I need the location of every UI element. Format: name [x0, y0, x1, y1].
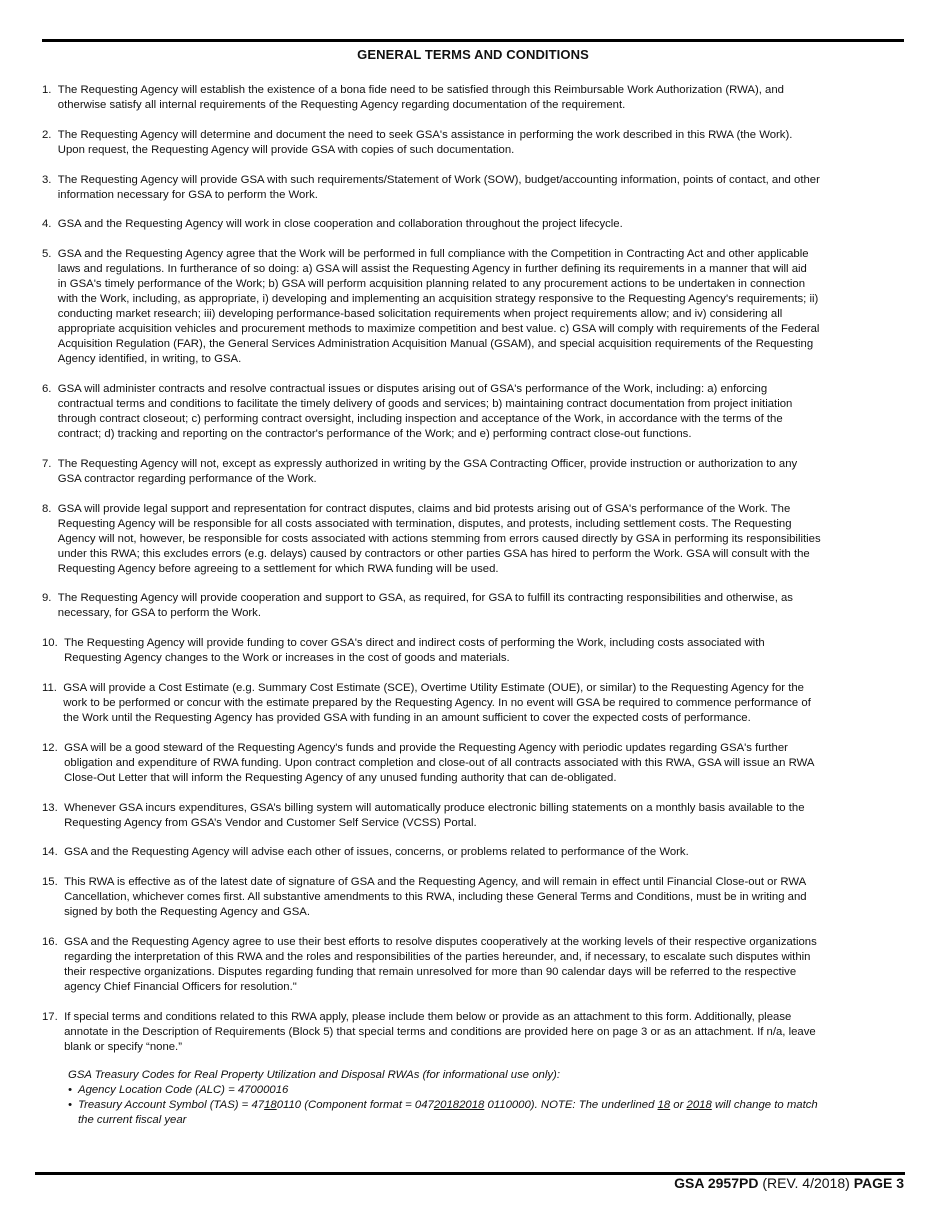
alc-bullet — [68, 1083, 908, 1098]
term-number: 2. — [42, 128, 58, 141]
term-item — [42, 382, 904, 442]
tas-line2: the current fiscal year — [78, 1114, 187, 1126]
term-number: 7. — [42, 457, 58, 470]
term-item — [42, 801, 904, 831]
term-number: 8. — [42, 502, 58, 515]
term-number: 3. — [42, 173, 58, 186]
term-text: The Requesting Agency will provide GSA with such requirements/Statement of Work (SOW), budget/accounting information, points of contact, and other information necessary for GSA to perform the Work. — [57, 173, 820, 201]
term-text: The Requesting Agency will provide funding to cover GSA's direct and indirect costs of performing the Work, including costs associated with Requesting Agency changes to the Work or increases in the cost of goods and materials. — [64, 637, 765, 665]
term-text: GSA and the Requesting Agency will advise each other of issues, concerns, or problems related to performance of the Work. — [64, 846, 689, 859]
term-number: 11. — [42, 681, 64, 694]
term-text: The Requesting Agency will determine and document the need to seek GSA's assistance in performing the work described in this RWA (the Work). Upon request, the Requesting Agency will provide GSA with copies of such documentation. — [57, 128, 793, 156]
term-number: 9. — [42, 592, 58, 605]
term-number: 15. — [42, 876, 65, 889]
term-item — [42, 173, 904, 203]
term-text: The Requesting Agency will establish the existence of a bona fide need to be satisfied through this Reimbursable Work Authorization (RWA), and otherwise satisfy all internal requirements of the Requesting Agency regarding documentation of the requirement. — [57, 84, 784, 111]
tas-text — [78, 1098, 818, 1128]
term-number: 1. — [42, 84, 58, 96]
term-item — [42, 457, 904, 487]
term-text: GSA and the Requesting Agency agree that the Work will be performed in full compliance with the Competition in Contracting Act and other applicable laws and regulations. In furtherance of so doing: a) GSA will assist the Requesting Agency in further defining its requirements in a manner that will aid in GSA's timely performance of the Work; b) GSA will perform acquisition planning related to any procurement actions to be undertaken in connection with the Work, including, as appropriate, i) developing and implementing an acquisition strategy responsive to the Requesting Agency's requirements; ii) conducting market research; iii) developing performance-based solicitation requirements when project requirements allow; and iv) considering all appropriate acquisition vehicles and procurement methods to maximize competition and best value. c) GSA will comply with requirements of the Federal Acquisition Regulation (FAR), the General Services Administration Acquisition Manual (GSAM), and special acquisition requirements of the Requesting Agency identified, in writing, to GSA. — [57, 248, 820, 366]
term-number: 16. — [42, 935, 65, 948]
tas-or: or — [670, 1099, 687, 1111]
term-item — [42, 1010, 904, 1055]
term-number: 4. — [42, 218, 58, 231]
term-item — [42, 741, 904, 786]
bullet-marker: • — [68, 1084, 72, 1096]
term-number: 13. — [42, 801, 65, 814]
term-text: Whenever GSA incurs expenditures, GSA’s billing system will automatically produce electronic billing statements on a monthly basis available to the Requesting Agency from GSA’s Vendor and Customer Self Service (VCSS) Portal. — [64, 801, 805, 829]
top-rule — [42, 39, 904, 42]
term-number: 10. — [42, 637, 65, 650]
term-text: GSA will administer contracts and resolve contractual issues or disputes arising out of GSA's performance of the Work, including: a) enforcing contractual terms and conditions to facilitate the timely delivery of goods and services; b) maintaining contract documentation from project initiation through contract closeout; c) performing contract oversight, including inspection and acceptance of the Work, in accordance with the terms of the contract; d) tracking and reporting on the contractor's performance of the Work; and e) performing contract close-out functions. — [57, 382, 793, 440]
term-number: 5. — [42, 248, 58, 261]
term-item — [42, 247, 904, 367]
alc-text: Agency Location Code (ALC) = 47000016 — [78, 1084, 289, 1096]
treasury-codes — [68, 1068, 908, 1128]
form-number: GSA 2957PD — [674, 1175, 759, 1191]
term-item — [42, 502, 904, 577]
tas-mid2: 0110000). NOTE: The underlined — [484, 1099, 658, 1111]
form-revision: (REV. 4/2018) — [758, 1175, 854, 1191]
term-text: GSA will provide a Cost Estimate (e.g. Summary Cost Estimate (SCE), Overtime Utility Estimate (OUE), or similar) to the Requesting Agency for the work to be performed or concur with the estimate prepared by the Requesting Agency. In no event will GSA be required to commence performance of the Work until the Requesting Agency has provided GSA with funding in an amount sufficient to cover the expected costs of performance. — [63, 681, 811, 724]
bullet-marker: • — [68, 1099, 72, 1111]
term-item — [42, 875, 904, 920]
tas-year: 18 — [264, 1099, 277, 1111]
term-number: 17. — [42, 1010, 65, 1023]
tas-note-b: 2018 — [686, 1099, 712, 1111]
term-text: If special terms and conditions related to this RWA apply, please include them below or provide as an attachment to this form. Additionally, please annotate in the Description of Requirements (Block 5) that special terms and conditions are provided here on page 3 or as an attachment. If n/a, leave blank or specify “none.” — [64, 1010, 816, 1053]
terms-list — [42, 83, 904, 1070]
term-number: 12. — [42, 741, 65, 754]
term-item — [42, 636, 904, 666]
page-title: GENERAL TERMS AND CONDITIONS — [357, 47, 589, 62]
term-item — [42, 935, 904, 995]
tas-prefix: Treasury Account Symbol (TAS) = 47 — [78, 1099, 265, 1111]
term-text: This RWA is effective as of the latest date of signature of GSA and the Requesting Agency, and will remain in effect until Financial Close-out or RWA Cancellation, whichever comes first. All substantive amendments to this RWA, including these General Terms and Conditions, must be in writing and signed by both the Requesting Agency and GSA. — [64, 876, 807, 919]
tas-suffix: will change to match — [711, 1099, 818, 1111]
term-text: The Requesting Agency will provide cooperation and support to GSA, as required, for GSA to fulfill its contracting responsibilities and otherwise, as necessary, for GSA to perform the Work. — [57, 592, 793, 620]
term-number: 14. — [42, 846, 65, 859]
tas-note-a: 18 — [657, 1099, 671, 1111]
tas-component: 20182018 — [433, 1099, 485, 1111]
term-item — [42, 128, 904, 158]
term-text: GSA and the Requesting Agency agree to use their best efforts to resolve disputes cooperatively at the working levels of their respective organizations regarding the interpretation of this RWA and the roles and responsibilities of the parties hereunder, and, if necessary, to escalate such disputes within their respective organizations. Disputes regarding funding that remain unresolved for more than 90 calendar days will be referred to the respective agency Chief Financial Officers for resolution." — [64, 935, 817, 993]
term-item — [42, 845, 904, 860]
term-number: 6. — [42, 382, 58, 395]
tas-bullet — [68, 1098, 908, 1128]
tas-mid: 0110 (Component format = 047 — [276, 1099, 434, 1111]
treasury-heading: GSA Treasury Codes for Real Property Utilization and Disposal RWAs (for informational use only): — [68, 1069, 560, 1081]
page-number: PAGE 3 — [853, 1175, 904, 1191]
term-text: GSA and the Requesting Agency will work in close cooperation and collaboration throughout the project lifecycle. — [57, 218, 623, 231]
term-item — [42, 83, 904, 113]
page-footer — [674, 1175, 904, 1191]
term-item — [42, 681, 904, 726]
term-item — [42, 591, 904, 621]
term-text: The Requesting Agency will not, except as expressly authorized in writing by the GSA Contracting Officer, provide instruction or authorization to any GSA contractor regarding performance of the Work. — [57, 457, 798, 485]
term-item — [42, 217, 904, 232]
term-text: GSA will be a good steward of the Requesting Agency's funds and provide the Requesting Agency with periodic updates regarding GSA's further obligation and expenditure of RWA funding. Upon contract completion and close-out of all contracts associated with this RWA, GSA will issue an RWA Close-Out Letter that will inform the Requesting Agency of any unused funding authority that can de-obligated. — [64, 741, 815, 784]
term-text: GSA will provide legal support and representation for contract disputes, claims and bid protests arising out of GSA's performance of the Work. The Requesting Agency will be responsible for all costs associated with termination, disputes, and protests, including settlement costs. The Requesting Agency will not, however, be responsible for costs associated with actions stemming from errors caused directly by GSA in performing its responsibilities under this RWA; this excludes errors (e.g. delays) caused by contractors or other parties GSA has hired to perform the Work. GSA will consult with the Requesting Agency before agreeing to a settlement for which RWA funding will be used. — [57, 502, 821, 575]
